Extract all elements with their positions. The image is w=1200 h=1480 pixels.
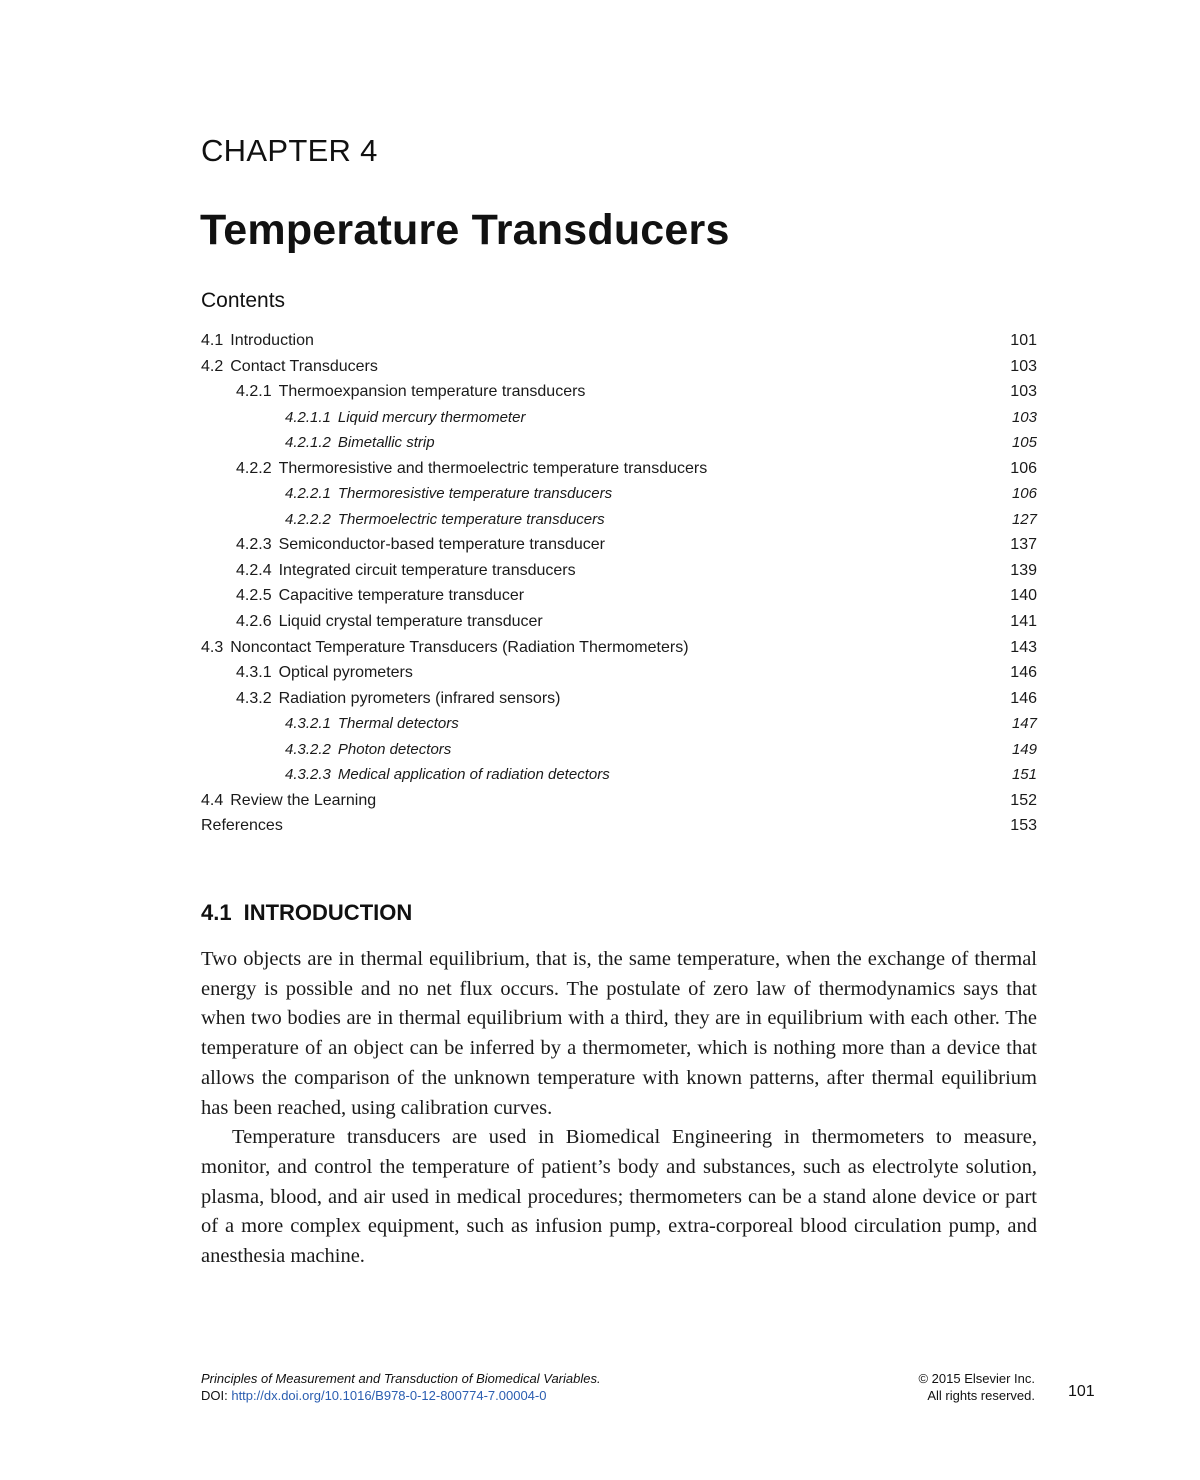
toc-entry[interactable] [201,711,1037,737]
chapter-title: Temperature Transducers [200,206,730,254]
copyright-text: © 2015 Elsevier Inc. [918,1371,1035,1386]
contents-heading: Contents [201,289,286,312]
chapter-label: CHAPTER 4 [201,133,378,168]
toc-entry-number: 4.4 [201,791,224,809]
toc-entry-title: Introduction [230,332,314,349]
rights-text: All rights reserved. [927,1388,1035,1403]
toc-entry-label [285,430,435,455]
toc-entry-page: 146 [1010,664,1037,682]
toc-entry-number: 4.2.2.2 [285,510,331,528]
toc-entry-number: 4.3 [201,638,224,656]
toc-entry-number: 4.3.2.2 [285,740,331,758]
toc-entry[interactable] [201,762,1037,788]
toc-entry[interactable] [201,558,1037,584]
toc-entry-page: 146 [1010,689,1037,707]
toc-entry-number: 4.3.2 [236,689,272,707]
book-title: Principles of Measurement and Transduction of Biomedical Variables. [201,1371,601,1386]
toc-entry-number: 4.2.1 [236,383,272,401]
toc-entry-number: 4.2.2 [236,459,272,477]
toc-entry-label [236,660,413,685]
section-heading [201,900,412,926]
toc-entry[interactable] [201,813,1037,839]
toc-entry-title: Thermoresistive temperature transducers [337,485,613,503]
toc-entry-page: 149 [1011,740,1037,758]
toc-entry-label [285,507,605,532]
toc-entry-page: 103 [1010,357,1037,375]
toc-entry-number: 4.3.2.3 [285,766,331,784]
toc-entry-title: Bimetallic strip [337,434,435,452]
toc-entry-number: 4.3.1 [236,664,272,682]
toc-entry[interactable] [201,686,1037,712]
toc-entry-label [236,456,707,481]
footer-copyright [918,1370,1035,1404]
toc-entry-number: 4.2.1.2 [285,434,331,452]
paragraph: Temperature transducers are used in Biomedical Engineering in thermometers to measure, monitor, and control the temperature of patient’s body and substances, such as electrolyte solution, plasma, blood, and air used in medical procedures; thermometers can be a stand alone device or part of a more complex equipment, such as infusion pump, extra-corporeal blood circulation pump, and anesthesia machine. [201,1126,1037,1268]
toc-entry-number: 4.1 [201,332,224,349]
toc-entry[interactable] [201,481,1037,507]
toc-entry-title: Thermal detectors [337,715,459,733]
toc-entry-page: 152 [1010,791,1037,809]
toc-entry-page: 141 [1010,613,1037,631]
toc-entry[interactable] [201,635,1037,661]
toc-entry-label [236,583,524,608]
toc-entry[interactable] [201,456,1037,482]
toc-entry-page: 106 [1010,459,1037,477]
toc-entry-label [236,532,605,557]
toc-entry-label [201,788,376,813]
toc-entry-page: 151 [1011,766,1037,784]
toc-entry[interactable] [201,532,1037,558]
toc-entry[interactable] [201,328,1037,354]
toc-entry-page: 140 [1010,587,1037,605]
toc-entry-title: Radiation pyrometers (infrared sensors) [278,689,561,707]
toc-entry-title: Liquid crystal temperature transducer [278,613,543,631]
toc-entry-number: 4.2.4 [236,561,272,579]
toc-entry-title: Semiconductor-based temperature transducer [278,536,605,554]
toc-entry-page: 103 [1011,408,1037,426]
toc-entry-page: 101 [1010,332,1037,349]
toc-entry-label [201,635,689,660]
toc-entry-title: Photon detectors [337,740,452,758]
toc-entry-page: 143 [1010,638,1037,656]
toc-entry-number: 4.2 [201,357,224,375]
paragraph: Two objects are in thermal equilibrium, that is, the same temperature, when the exchange of thermal energy is possible and no net flux occurs. The postulate of zero law of thermodynamics says that when two bodies are in thermal equilibrium with a third, they are in equilibrium with each other. The temperature of an object can be inferred by a thermometer, which is nothing more than a device that allows the comparison of the unknown temperature with known patterns, after thermal equilibrium has been reached, using calibration curves. [201,948,1037,1119]
toc-entry-page: 127 [1011,510,1037,528]
toc-entry-label [285,711,459,736]
toc-entry-label [236,609,543,634]
toc-entry-label [236,379,585,404]
toc-entry-number: 4.2.6 [236,613,272,631]
toc-entry[interactable] [201,737,1037,763]
toc-entry[interactable] [201,405,1037,431]
toc-entry[interactable] [201,507,1037,533]
toc-entry-title: Contact Transducers [230,357,378,375]
toc-entry-title: Integrated circuit temperature transducers [278,561,576,579]
toc-entry-number: 4.2.5 [236,587,272,605]
toc-entry-label [201,813,283,838]
toc-entry-title: Liquid mercury thermometer [337,408,526,426]
toc-entry-title: References [201,817,283,835]
toc-entry-title: Noncontact Temperature Transducers (Radiation Thermometers) [230,638,689,656]
toc-entry-page: 103 [1010,383,1037,401]
toc-entry-label [236,558,576,583]
toc-entry-label [285,405,525,430]
toc-entry-number: 4.3.2.1 [285,715,331,733]
page-number: 101 [1068,1383,1095,1400]
toc-entry-title: Medical application of radiation detectors [337,766,610,784]
toc-entry-page: 139 [1010,561,1037,579]
toc-entry[interactable] [201,788,1037,814]
toc-entry-page: 137 [1010,536,1037,554]
toc-entry-page: 105 [1011,434,1037,452]
toc-entry[interactable] [201,379,1037,405]
toc-entry-number: 4.2.1.1 [285,408,331,426]
toc-entry[interactable] [201,660,1037,686]
section-number: 4.1 [201,900,232,925]
toc-entry-page: 106 [1011,485,1037,503]
footer-citation [201,1370,601,1404]
toc-entry-number: 4.2.3 [236,536,272,554]
toc-entry[interactable] [201,354,1037,380]
toc-entry-title: Optical pyrometers [278,664,413,682]
toc-entry-title: Thermoresistive and thermoelectric temperature transducers [278,459,708,477]
doi-label: DOI: [201,1388,232,1403]
table-of-contents [201,328,1037,839]
toc-entry-label [285,762,610,787]
toc-entry-title: Review the Learning [230,791,377,809]
toc-entry-label [285,481,612,506]
doi-link[interactable]: http://dx.doi.org/10.1016/B978-0-12-800774-7.00004-0 [231,1388,547,1403]
toc-entry-page: 153 [1010,817,1037,835]
toc-entry-label [236,686,560,711]
body-text [201,945,1037,1272]
section-title: INTRODUCTION [243,900,413,925]
toc-entry-number: 4.2.2.1 [285,485,331,503]
toc-entry-label [201,354,378,379]
toc-entry-page: 147 [1011,715,1037,733]
toc-entry-label [285,737,451,762]
toc-entry-title: Thermoexpansion temperature transducers [278,383,586,401]
doi-line [201,1387,601,1404]
toc-entry[interactable] [201,583,1037,609]
toc-entry[interactable] [201,430,1037,456]
toc-entry-title: Thermoelectric temperature transducers [337,510,605,528]
toc-entry-label [201,328,314,353]
toc-entry[interactable] [201,609,1037,635]
toc-entry-title: Capacitive temperature transducer [278,587,525,605]
